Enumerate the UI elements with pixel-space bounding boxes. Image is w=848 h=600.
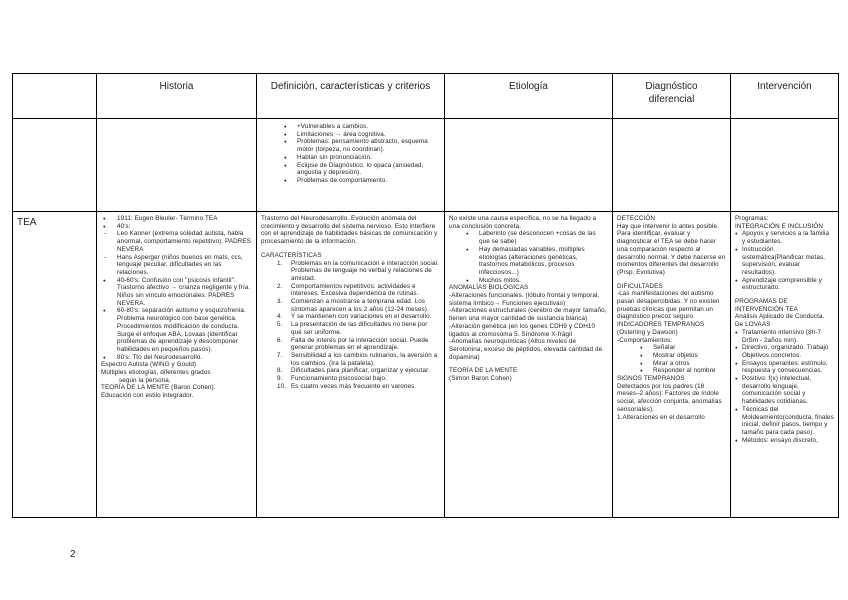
list-item: 5. La presentación de las dificultades no tiene por qué ser uniforme.	[277, 321, 428, 336]
page-number: 2	[70, 549, 76, 560]
list-item: ● Muchos mitos.	[459, 277, 608, 285]
list-item: ● Problemas: pensamiento abstracto, esquema motor (torpeza, no coordinan).	[277, 138, 440, 153]
list-item: ● Limitaciones → área cognitiva.	[277, 131, 440, 139]
text-line: Programas:	[735, 215, 769, 222]
paragraph: Hay que intervenir lo antes posible. Para identificar, evaluar y diagnosticar el TEA se debe hacer una comparación respecto al desarrollo normal. Y debe hacerse en momentos diferentes del desarrollo (Prsp. Evolutiva)	[617, 222, 726, 276]
list-item: ● Señalar	[633, 344, 726, 352]
header-diagnostico-line2: diferencial	[648, 94, 695, 105]
paragraph: Detectados por los padres (18 meses–2 años): Factores de índole social, afección conjunta, anomalías sensoriales).	[617, 382, 722, 413]
text-line: Educación con estilo integrador.	[101, 392, 194, 400]
text-line: -Alteración genética (en los genes CDH9 y CDH10 ligados al cromosoma 5. Síndrome X-frágil	[449, 322, 596, 338]
list-item: ● Responder al nombre	[633, 367, 726, 375]
text-line: Múltiples etiologías, diferentes grados	[101, 369, 211, 377]
list-item: ● Apoyos y servicios a la familia y estudiantes.	[735, 230, 834, 245]
continuation-definicion-cell	[257, 119, 445, 212]
text-line: TEORÍA DE LA MENTE (Baron Cohen).	[101, 384, 216, 392]
section-title: DETECCIÓN	[617, 215, 655, 222]
continuation-historia-cell	[97, 119, 257, 212]
row-label-tea: TEA	[17, 217, 37, 228]
list-item: ● 60-80's: separación autismo y esquizofrenia. Problema neurológico con base genética. Procedimientos modificación de conducta. Surge el enfoque ABA, Lovaas (identificar problemas de aprendizaje y descomponer habilidades en pequeños pasos).	[101, 307, 252, 353]
paragraph: -Las manifestaciones del autismo pasan desapercibidas. Y no existen pruebas clínicas que permitan un diagnóstico precoz seguro.	[617, 290, 720, 321]
list-item: ● 40-60's: Confusión con "psicosis infantil". Trastorno afectivo → crianza negligente y fría. Niños sin vínculo emocionales. PADRES NEVERA.	[101, 277, 252, 308]
text-line: -Anomalías neuroquímicas (Altos niveles de Serotonina, exceso de péptidos, elevada cantidad de dopamina)	[449, 338, 603, 361]
row-label-cell	[13, 212, 97, 518]
header-definicion: Definición, características y criterios	[257, 74, 445, 119]
list-item: 6. Falta de interés por la interacción social. Puede generar problemas en el aprendizaje.	[277, 336, 429, 352]
header-row	[13, 74, 839, 119]
tea-row	[13, 212, 839, 518]
header-intervencion: Intervención	[731, 74, 839, 119]
section-title: DIFICULTADES	[617, 282, 663, 290]
list-item: 2. Comportamientos repetitivos: actividades e intereses. Excesiva dependencia de rutinas.	[277, 282, 419, 298]
list-item: ● 1911: Eugen Bleuler- Término TEA	[101, 215, 252, 223]
paragraph: -Comportamientos:	[617, 336, 673, 344]
list-item: 9. Funcionamiento psicosocial bajo.	[277, 375, 387, 383]
section-title: SIGNOS TEMPRANOS	[617, 375, 685, 383]
continuation-label-cell	[13, 119, 97, 212]
header-diagnostico-line1: Diagnóstico	[645, 81, 698, 92]
list-item: ● 80's: Tto del Neurodesarrollo.	[101, 354, 252, 362]
etiologia-cell	[445, 212, 613, 518]
list-item: ● Instrucción sistemática(Planificar metas, supervisión, evaluar resultados).	[735, 246, 834, 277]
etiology-intro: No existe una causa específica, no se ha llegado a una conclusión concreta.	[449, 215, 597, 230]
text-line: -Alteraciones funcionales. (lóbulo frontal y temporal, sistema límbico→ Funciones ejecutivas)	[449, 292, 600, 307]
list-item: 1. Problemas en la comunicación e interacción social. Problemas de lenguaje no verbal y relaciones de amistad.	[277, 259, 439, 282]
section-title: CARACTERÍSTICAS	[261, 251, 322, 259]
section-title: PROGRAMAS DE INTERVENCIÓN TEA	[735, 298, 798, 313]
header-historia: Historia	[97, 74, 257, 119]
continuation-etiologia-cell	[445, 119, 613, 212]
continuation-intervencion-cell	[731, 119, 839, 212]
list-item: 4. Y se mantienen con variaciones en el desarrollo.	[277, 313, 432, 321]
content-table	[12, 73, 839, 518]
list-item: ● Laberinto (se desconocen +cosas de las que se sabe)	[459, 230, 608, 245]
paragraph: (Osterling y Dawson)	[617, 328, 678, 336]
historia-cell	[97, 212, 257, 518]
list-item: ● Técnicas del Moldeamiento(conducta, finales inicial, definir pasos, tiempo y tamaño para cada paso).	[735, 406, 834, 437]
continuation-row	[13, 119, 839, 212]
list-item: - Hans Asperger (niños buenos en mats, ccs, lenguaje peculiar, dificultades en las relaciones.	[101, 254, 252, 277]
list-item: ● Mirar a otros	[633, 360, 726, 368]
section-title: INTEGRACIÓN E INCLUSIÓN	[735, 222, 824, 230]
list-item: 10. Es cuatro veces más frecuente en varones.	[277, 382, 417, 390]
list-item: ● Eclipse de Diagnóstico. lo opaca (ansiedad, angustia y depresión).	[277, 162, 440, 177]
list-item: 7. Sensibilidad a los cambios rutinarios, la aversión a los cambios. (Ira la pataleta).	[277, 351, 438, 367]
theory-author: (Simon Baron Cohen)	[449, 375, 512, 383]
continuation-diagnostico-cell	[613, 119, 731, 212]
header-etiologia: Etiología	[445, 74, 613, 119]
list-item: 3. Comienzan a mostrarse a temprana edad. Los síntomas aparecen a los 2 años (12-24 meses).	[277, 298, 429, 313]
list-item: ● Hay demasiadas variables, múltiples etiologías (alteraciones genéticas, trastornos metabólicos, procesos infecciosos...)	[459, 246, 608, 277]
definicion-cell	[257, 212, 445, 518]
list-item: ● Mostrar objetos	[633, 352, 726, 360]
list-item: ● +Vulnerables a cambios.	[277, 123, 440, 131]
list-item: ● Directivo, organizado. Trabajo Objetivos concretos.	[735, 344, 834, 359]
list-item: ● 40's:	[101, 223, 252, 231]
text-line: Análisis Aplicado de Conducta. De LOVAAS	[735, 313, 825, 329]
text-line: según la persona.	[119, 376, 171, 384]
text-line: Espectro Autista (WING y Gould)	[101, 361, 197, 369]
list-item: ● Aprendizaje comprensible y estructurado.	[735, 277, 834, 292]
list-item: ● Problemas de comportamiento.	[277, 177, 440, 185]
list-item: ● Ensayos operantes: estímulo, respuesta y consecuencias.	[735, 360, 834, 375]
text-line: ANOMALÍAS BIOLÓGICAS	[449, 284, 529, 292]
theory-title: TEORÍA DE LA MENTE	[449, 367, 518, 375]
list-item: - Leo Kanner (extrema soledad autista, habla anormal, comportamiento repetitivo). PADRES NEVERA	[101, 230, 252, 253]
list-item: ● Positivo: f(x) intelectual, desarrollo lenguaje, comunicación social y habilidades cotidianas.	[735, 375, 834, 406]
list-item: 8. Dificultades para planificar, organizar y ejecutar.	[277, 367, 430, 375]
list-item: ● Métodos: ensayo discreto,	[735, 437, 834, 445]
paragraph: 1.Alteraciones en el desarrollo	[617, 413, 705, 421]
definition-intro: Trastorno del Neurodesarrollo. Evolución anómala del crecimiento y desarrollo del sistema nervioso. Esto interfiere con el aprendizaje de habilidades básicas de comunicación y procesamiento de la información.	[261, 215, 438, 246]
list-item: ● Tratamiento intensivo (8h-7 D/Sm - 2años min).	[735, 329, 834, 344]
section-title: INDICADORES TEMPRANOS	[617, 321, 705, 329]
header-diagnostico	[613, 74, 731, 119]
intervencion-cell	[731, 212, 839, 518]
header-empty-cell	[13, 74, 97, 119]
list-item: ● Hablan sin pronunciación.	[277, 154, 440, 162]
diagnostico-cell	[613, 212, 731, 518]
text-line: -Alteraciones estructurales (cerebro de mayor tamaño, tienen una mayor cantidad de sustancia blanca)	[449, 307, 607, 323]
